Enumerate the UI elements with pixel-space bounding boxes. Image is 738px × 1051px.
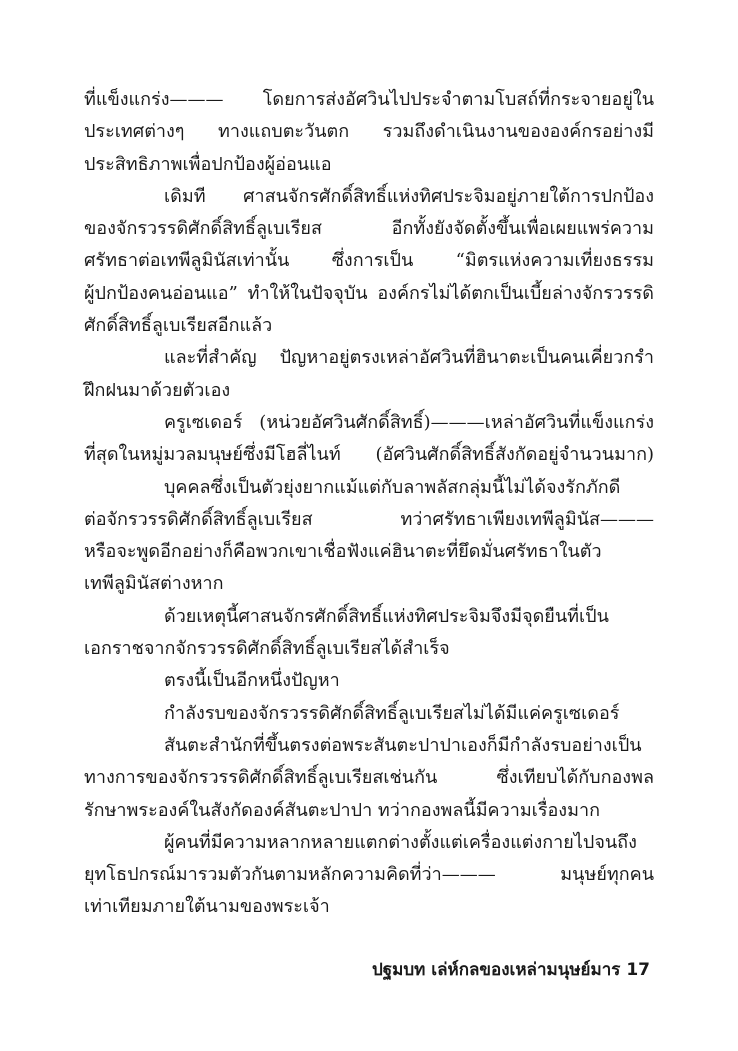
- text-line: หรือจะพูดอีกอย่างก็คือพวกเขาเชื่อฟังแค่ฮินาตะที่ยึดมั่นศรัทธาในตัว: [84, 541, 602, 563]
- text-line: สันตะสำนักที่ขึ้นตรงต่อพระสันตะปาปาเองก็มีกำลังรบอย่างเป็น: [164, 734, 642, 756]
- text-line: ฝึกฝนมาด้วยตัวเอง: [84, 379, 231, 401]
- text-line: ศักดิ์สิทธิ์ลูเบเรียสอีกแล้ว: [84, 315, 273, 337]
- text-line: และที่สำคัญ ปัญหาอยู่ตรงเหล่าอัศวินที่ฮินาตะเป็นคนเคี่ยวกรำ: [164, 347, 654, 369]
- text-line: เอกราชจากจักรวรรดิศักดิ์สิทธิ์ลูเบเรียสได้สำเร็จ: [84, 638, 450, 660]
- text-line: ผู้ปกป้องคนอ่อนแอ” ทำให้ในปัจจุบัน องค์กรไม่ได้ตกเป็นเบี้ยล่างจักรวรรดิ: [84, 282, 654, 304]
- page-number: 17: [626, 960, 650, 980]
- running-title: ปฐมบท เล่ห์กลของเหล่ามนุษย์มาร: [371, 960, 621, 980]
- text-line: ยุทโธปกรณ์มารวมตัวกันตามหลักความคิดที่ว่า——— มนุษย์ทุกคน: [84, 864, 654, 886]
- text-line: ต่อจักรวรรดิศักดิ์สิทธิ์ลูเบเรียส ทว่าศรัทธาเพียงเทพีลูมินัส———: [84, 508, 654, 530]
- body-text: [84, 84, 654, 924]
- text-line: ตรงนี้เป็นอีกหนึ่งปัญหา: [164, 670, 340, 692]
- text-line: ศรัทธาต่อเทพีลูมินัสเท่านั้น ซึ่งการเป็น “มิตรแห่งความเที่ยงธรรม: [84, 250, 654, 272]
- text-line: ประเทศต่างๆ ทางแถบตะวันตก รวมถึงดำเนินงานขององค์กรอย่างมี: [84, 121, 654, 143]
- text-line: เท่าเทียมภายใต้นามของพระเจ้า: [84, 896, 330, 918]
- text-line: ด้วยเหตุนี้ศาสนจักรศักดิ์สิทธิ์แห่งทิศประจิมจึงมีจุดยืนที่เป็น: [164, 605, 609, 627]
- text-line: ของจักรวรรดิศักดิ์สิทธิ์ลูเบเรียส อีกทั้งยังจัดตั้งขึ้นเพื่อเผยแพร่ความ: [84, 218, 654, 240]
- text-line: ทางการของจักรวรรดิศักดิ์สิทธิ์ลูเบเรียสเช่นกัน ซึ่งเทียบได้กับกองพล: [84, 767, 654, 789]
- text-line: บุคคลซึ่งเป็นตัวยุ่งยากแม้แต่กับลาพลัสกลุ่มนี้ไม่ได้จงรักภักดี: [164, 476, 621, 498]
- text-line: เดิมที ศาสนจักรศักดิ์สิทธิ์แห่งทิศประจิมอยู่ภายใต้การปกป้อง: [164, 185, 654, 207]
- text-line: ผู้คนที่มีความหลากหลายแตกต่างตั้งแต่เครื่องแต่งกายไปจนถึง: [164, 831, 637, 853]
- text-line: เทพีลูมินัสต่างหาก: [84, 573, 224, 595]
- text-line: ที่สุดในหมู่มวลมนุษย์ซึ่งมีโฮลี่ไนท์ (อัศวินศักดิ์สิทธิ์สังกัดอยู่จำนวนมาก): [84, 444, 654, 466]
- text-line: ที่แข็งแกร่ง——— โดยการส่งอัศวินไปประจำตามโบสถ์ที่กระจายอยู่ใน: [84, 89, 654, 110]
- text-line: รักษาพระองค์ในสังกัดองค์สันตะปาปา ทว่ากองพลนี้มีความเรื่องมาก: [84, 799, 600, 821]
- text-line: ครูเซเดอร์ (หน่วยอัศวินศักดิ์สิทธิ์)———เหล่าอัศวินที่แข็งแกร่ง: [164, 411, 654, 433]
- page-footer: [84, 957, 650, 983]
- text-line: ประสิทธิภาพเพื่อปกป้องผู้อ่อนแอ: [84, 153, 332, 175]
- text-line: กำลังรบของจักรวรรดิศักดิ์สิทธิ์ลูเบเรียสไม่ได้มีแค่ครูเซเดอร์: [164, 702, 620, 724]
